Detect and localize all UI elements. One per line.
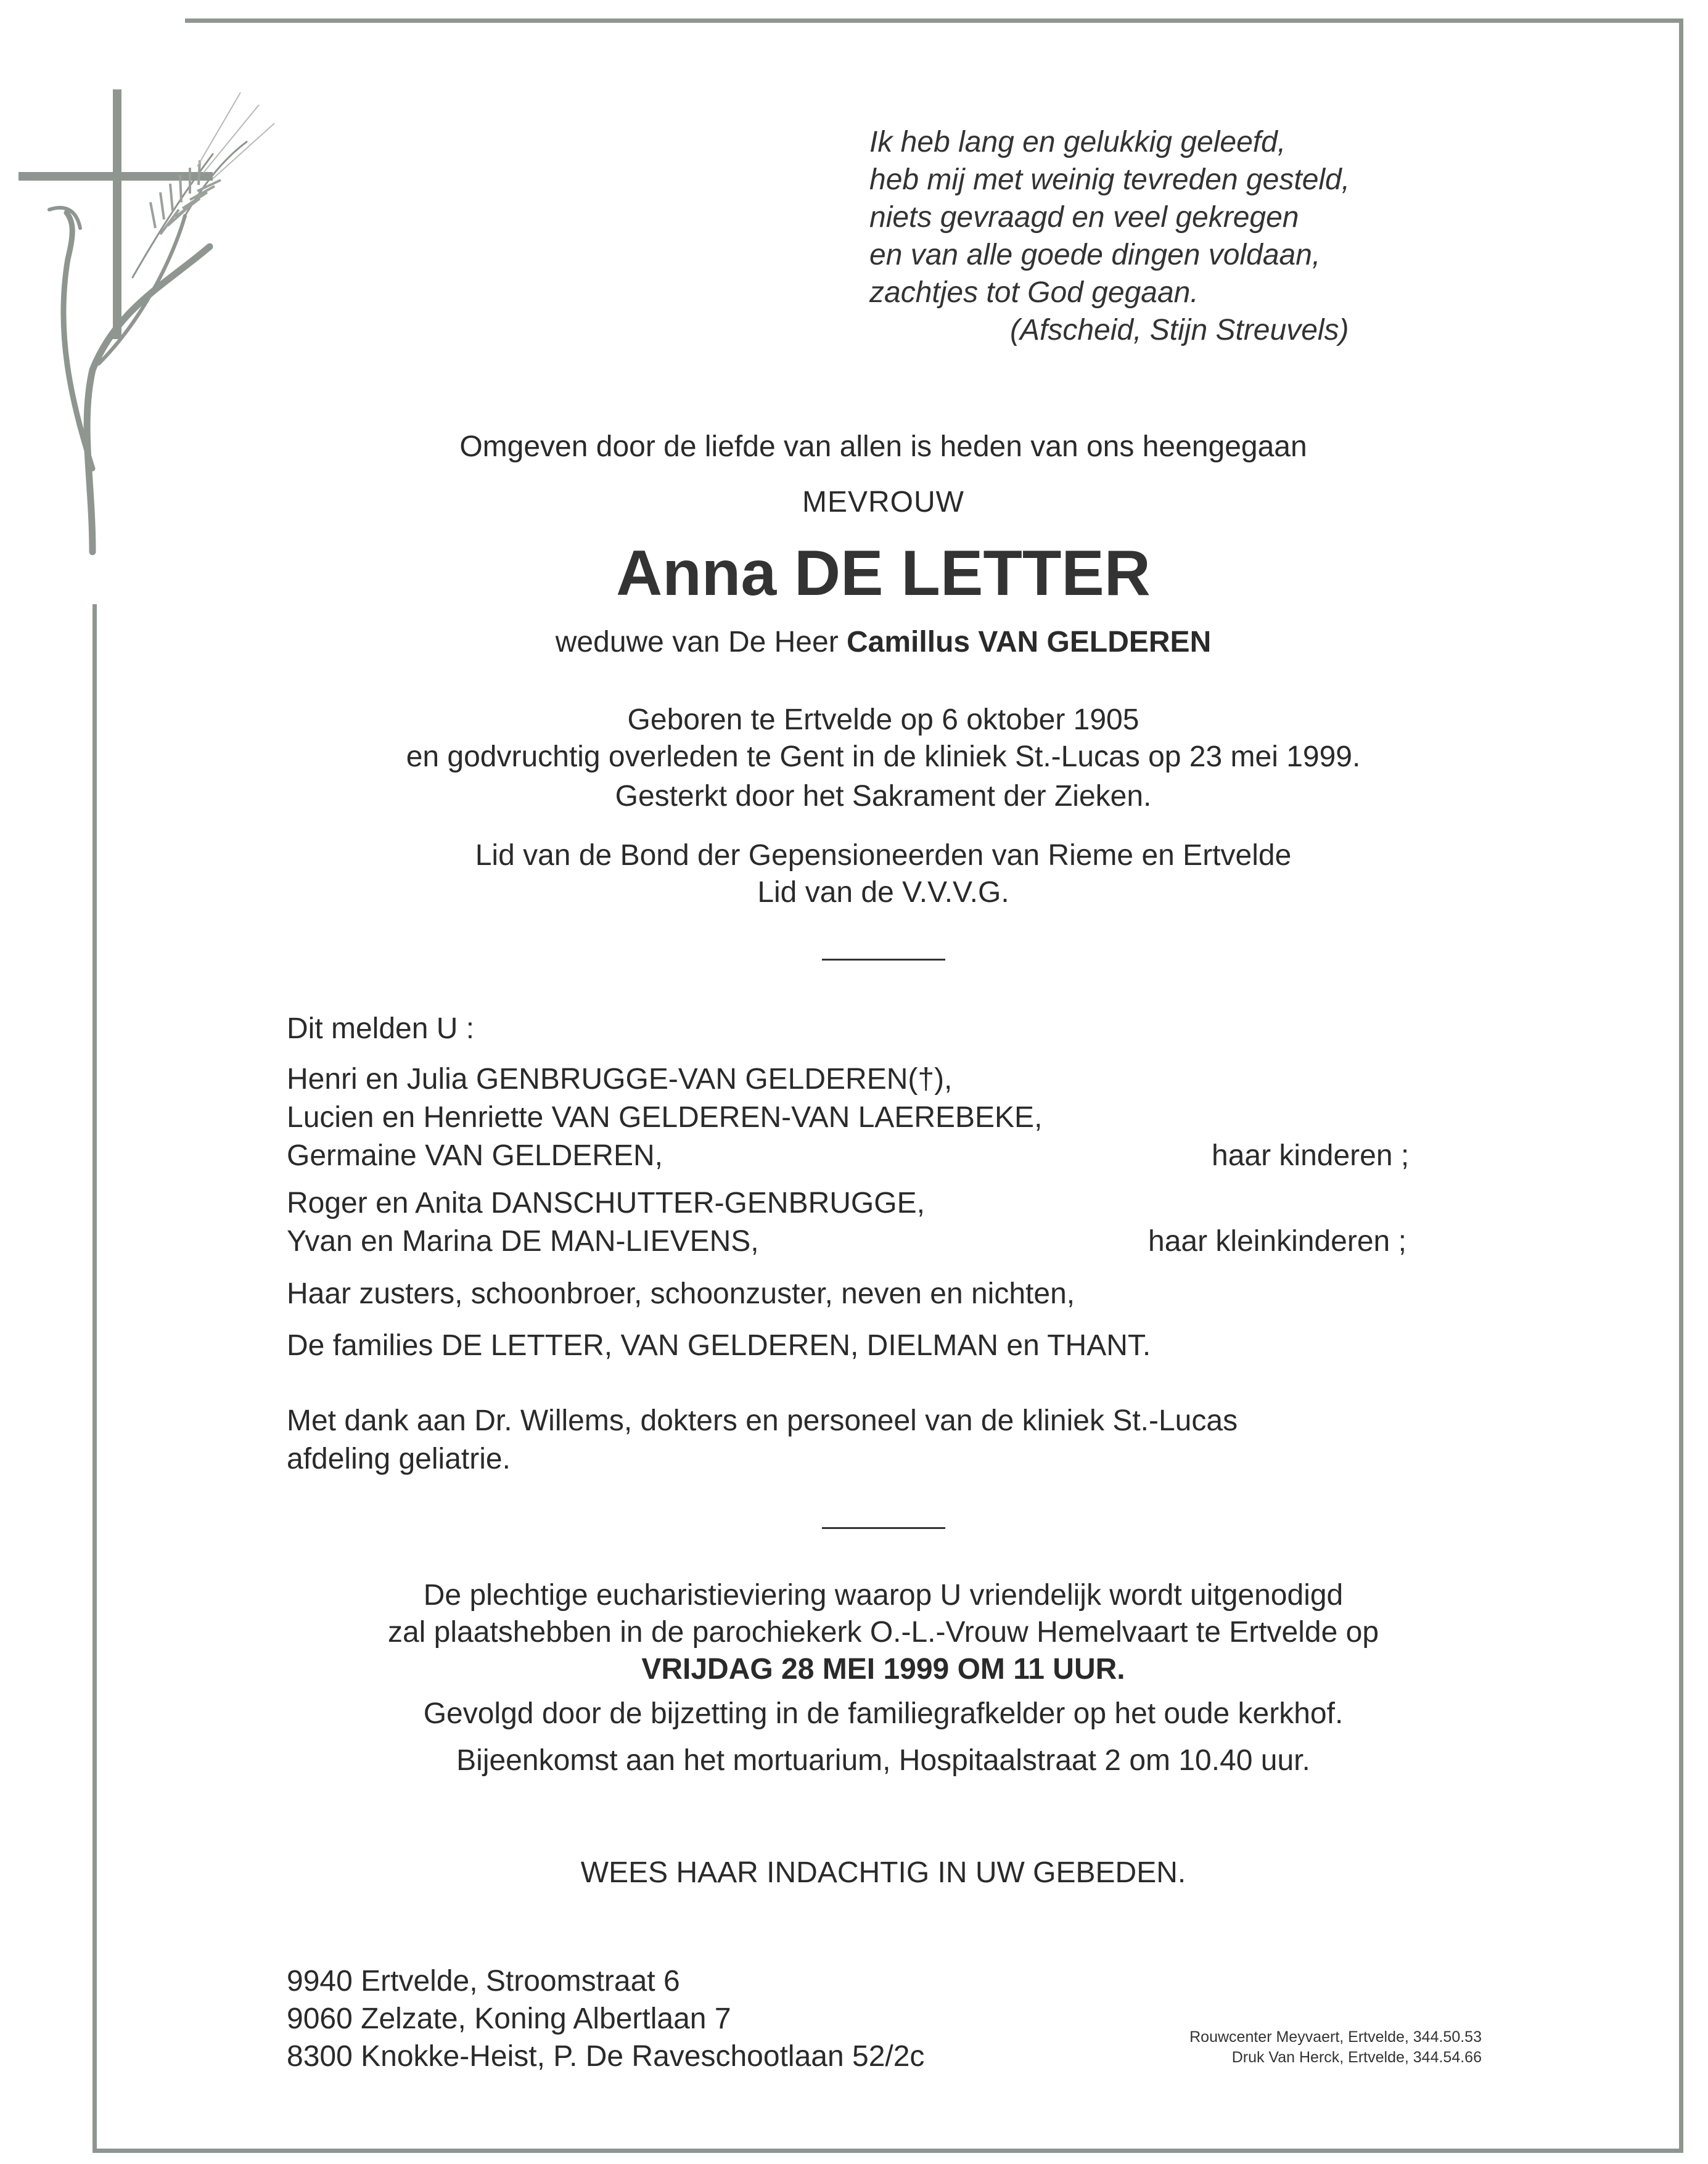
sacrament-line: Gesterkt door het Sakrament der Zieken. [615,780,1152,813]
grandchildren-list [287,1184,925,1261]
gathering-line: Bijeenkomst aan het mortuarium, Hospitaalstraat 2 om 10.40 uur. [456,1744,1310,1777]
frame-border-bottom [92,2149,1683,2153]
deceased-name: Anna DE LETTER [616,538,1151,609]
membership-line: Lid van de V.V.V.G. [757,876,1009,909]
credit-line: Druk Van Herck, Ertvelde, 344.54.66 [1231,2049,1482,2066]
poem-attribution: (Afscheid, Stijn Streuvels) [1010,314,1349,346]
poem [869,123,1350,349]
grandchildren-label: haar kleinkinderen ; [1148,1225,1406,1258]
children-list [287,1060,1042,1175]
thanks-line: afdeling geliatrie. [287,1443,511,1475]
membership-line: Lid van de Bond der Gepensioneerden van Rieme en Ertvelde [475,839,1292,872]
address-list [287,1962,924,2075]
thanks-line: Met dank aan Dr. Willems, dokters en personeel van de kliniek St.-Lucas [287,1404,1238,1437]
address-entry: 9940 Ertvelde, Stroomstraat 6 [287,1965,680,1998]
widow-line [0,624,1708,661]
ceremony-line: De plechtige eucharistieviering waarop U vriendelijk wordt uitgenodigd [423,1579,1344,1612]
family-intro: Dit melden U : [287,1012,475,1045]
address-entry: 9060 Zelzate, Koning Albertlaan 7 [287,2002,731,2035]
prayer-line: WEES HAAR INDACHTIG IN UW GEBEDEN. [580,1856,1186,1889]
child-entry: Henri en Julia GENBRUGGE-VAN GELDEREN(†), [287,1063,953,1096]
credits [1098,2027,1482,2068]
address-entry: 8300 Knokke-Heist, P. De Raveschootlaan 52/2c [287,2040,925,2073]
widow-prefix: weduwe van De Heer [555,626,839,658]
death-line: en godvruchtig overleden te Gent in de kliniek St.-Lucas op 23 mei 1999. [406,740,1361,773]
children-label: haar kinderen ; [1212,1139,1410,1172]
announcement-title: MEVROUW [802,486,964,518]
poem-line: zachtjes tot God gegaan. [869,276,1199,309]
burial-line: Gevolgd door de bijzetting in de familiegrafkelder op het oude kerkhof. [423,1697,1344,1730]
poem-line: niets gevraagd en veel gekregen [869,201,1299,234]
child-entry: Germaine VAN GELDEREN, [287,1139,663,1172]
frame-border-left [92,604,97,2153]
birth-line: Geboren te Ertvelde op 6 oktober 1905 [627,703,1139,736]
divider [822,959,945,961]
frame-border-right [1679,18,1683,2153]
frame-border-top [185,18,1683,23]
ceremony-date: VRIJDAG 28 MEI 1999 OM 11 UUR. [641,1653,1125,1686]
credit-line: Rouwcenter Meyvaert, Ertvelde, 344.50.53 [1189,2028,1482,2046]
poem-line: heb mij met weinig tevreden gesteld, [869,163,1350,196]
siblings-line: Haar zusters, schoonbroer, schoonzuster, neven en nichten, [287,1277,1075,1310]
poem-line: en van alle goede dingen voldaan, [869,239,1321,271]
widow-name: Camillus VAN GELDEREN [847,626,1212,658]
poem-line: Ik heb lang en gelukkig geleefd, [869,126,1286,158]
grandchild-entry: Yvan en Marina DE MAN-LIEVENS, [287,1225,759,1258]
ceremony-line: zal plaatshebben in de parochiekerk O.-L.-Vrouw Hemelvaart te Ertvelde op [387,1616,1379,1649]
child-entry: Lucien en Henriette VAN GELDEREN-VAN LAEREBEKE, [287,1101,1043,1134]
divider [822,1527,945,1529]
announcement-intro: Omgeven door de liefde van allen is heden van ons heengegaan [459,430,1307,463]
families-line: De families DE LETTER, VAN GELDEREN, DIELMAN en THANT. [287,1329,1151,1362]
grandchild-entry: Roger en Anita DANSCHUTTER-GENBRUGGE, [287,1187,925,1219]
